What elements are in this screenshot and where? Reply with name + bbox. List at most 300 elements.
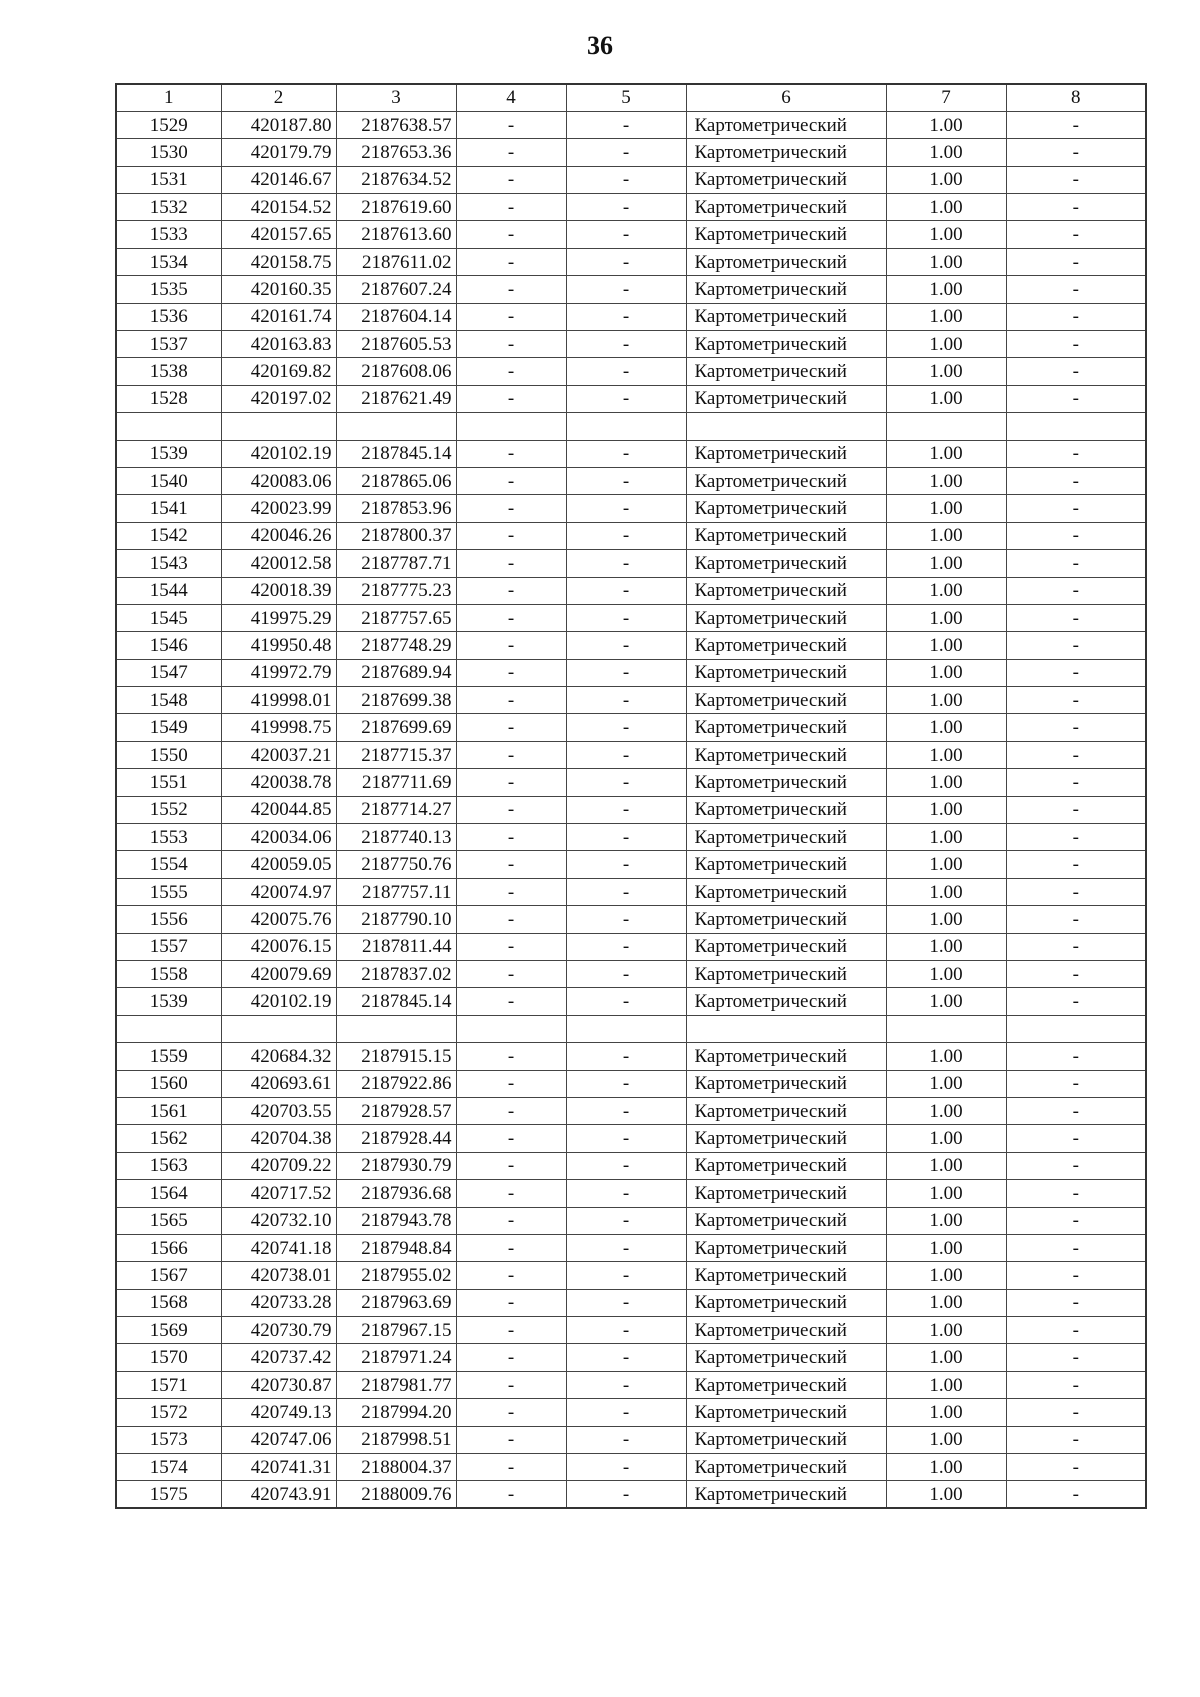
cell-y-coordinate: 2187790.10 [336,906,456,933]
table-row [116,659,1146,686]
cell-x-coordinate: 420044.85 [221,796,336,823]
cell-y-coordinate: 2187943.78 [336,1207,456,1234]
cell-col-8: - [1006,741,1146,768]
cell-col-4: - [456,604,566,631]
cell-col-4: - [456,1207,566,1234]
cell-point-number: 1538 [116,358,221,385]
cell-accuracy [886,413,1006,440]
cell-x-coordinate: 419972.79 [221,659,336,686]
cell-col-5: - [566,1125,686,1152]
cell-col-5: - [566,961,686,988]
cell-col-4: - [456,440,566,467]
cell-point-number: 1575 [116,1481,221,1508]
cell-x-coordinate: 420146.67 [221,166,336,193]
cell-col-4: - [456,1289,566,1316]
cell-y-coordinate: 2187787.71 [336,550,456,577]
cell-col-8: - [1006,933,1146,960]
cell-accuracy: 1.00 [886,796,1006,823]
cell-y-coordinate: 2187638.57 [336,111,456,138]
table-row [116,194,1146,221]
table-row [116,331,1146,358]
cell-col-5: - [566,1289,686,1316]
cell-y-coordinate: 2187699.69 [336,714,456,741]
cell-col-5 [566,1015,686,1042]
cell-accuracy: 1.00 [886,1207,1006,1234]
cell-point-number: 1571 [116,1371,221,1398]
table-row [116,851,1146,878]
cell-method: Картометрический [686,577,886,604]
cell-col-5: - [566,1234,686,1261]
cell-col-4: - [456,385,566,412]
column-header-3: 3 [336,84,456,111]
cell-x-coordinate: 420703.55 [221,1097,336,1124]
cell-col-5: - [566,933,686,960]
cell-x-coordinate: 420741.31 [221,1454,336,1481]
cell-method: Картометрический [686,111,886,138]
cell-accuracy: 1.00 [886,1481,1006,1508]
cell-point-number: 1560 [116,1070,221,1097]
cell-accuracy: 1.00 [886,878,1006,905]
cell-point-number: 1559 [116,1043,221,1070]
cell-method: Картометрический [686,1262,886,1289]
cell-method: Картометрический [686,796,886,823]
cell-method: Картометрический [686,331,886,358]
cell-x-coordinate: 420684.32 [221,1043,336,1070]
cell-col-8: - [1006,878,1146,905]
cell-col-8: - [1006,687,1146,714]
table-row [116,1481,1146,1508]
cell-accuracy: 1.00 [886,467,1006,494]
cell-accuracy: 1.00 [886,221,1006,248]
table-row [116,1262,1146,1289]
cell-x-coordinate: 420102.19 [221,440,336,467]
cell-col-8: - [1006,1371,1146,1398]
cell-accuracy: 1.00 [886,714,1006,741]
table-row [116,741,1146,768]
cell-col-4: - [456,659,566,686]
table-row [116,550,1146,577]
cell-y-coordinate: 2187613.60 [336,221,456,248]
cell-col-4: - [456,1125,566,1152]
cell-col-4: - [456,166,566,193]
table-row [116,139,1146,166]
cell-col-8 [1006,1015,1146,1042]
cell-accuracy: 1.00 [886,1371,1006,1398]
cell-method: Картометрический [686,1426,886,1453]
cell-point-number: 1546 [116,632,221,659]
cell-col-8: - [1006,824,1146,851]
cell-col-8: - [1006,1481,1146,1508]
cell-method: Картометрический [686,1125,886,1152]
table-row [116,1344,1146,1371]
cell-col-5: - [566,111,686,138]
cell-col-5: - [566,1344,686,1371]
cell-x-coordinate: 419998.01 [221,687,336,714]
cell-accuracy: 1.00 [886,194,1006,221]
cell-col-8: - [1006,550,1146,577]
cell-col-8: - [1006,467,1146,494]
cell-y-coordinate: 2187853.96 [336,495,456,522]
cell-accuracy: 1.00 [886,1152,1006,1179]
cell-y-coordinate: 2187865.06 [336,467,456,494]
cell-y-coordinate: 2187611.02 [336,248,456,275]
cell-col-8: - [1006,194,1146,221]
cell-method: Картометрический [686,358,886,385]
cell-method: Картометрический [686,632,886,659]
cell-accuracy: 1.00 [886,988,1006,1015]
cell-col-5: - [566,1399,686,1426]
column-header-5: 5 [566,84,686,111]
cell-method: Картометрический [686,604,886,631]
cell-col-4: - [456,1371,566,1398]
table-row [116,824,1146,851]
cell-y-coordinate: 2187607.24 [336,276,456,303]
cell-method: Картометрический [686,714,886,741]
cell-col-8: - [1006,1180,1146,1207]
cell-point-number: 1566 [116,1234,221,1261]
cell-accuracy: 1.00 [886,1070,1006,1097]
cell-col-8: - [1006,659,1146,686]
cell-col-5: - [566,194,686,221]
table-row [116,988,1146,1015]
cell-point-number: 1563 [116,1152,221,1179]
cell-accuracy: 1.00 [886,1289,1006,1316]
cell-col-5: - [566,851,686,878]
cell-x-coordinate: 420743.91 [221,1481,336,1508]
cell-accuracy: 1.00 [886,769,1006,796]
cell-point-number: 1554 [116,851,221,878]
table-row [116,796,1146,823]
cell-col-8: - [1006,166,1146,193]
cell-accuracy: 1.00 [886,604,1006,631]
cell-method: Картометрический [686,1399,886,1426]
cell-y-coordinate: 2187621.49 [336,385,456,412]
cell-accuracy: 1.00 [886,577,1006,604]
cell-col-4: - [456,522,566,549]
cell-col-4: - [456,769,566,796]
cell-col-5: - [566,604,686,631]
cell-accuracy: 1.00 [886,1097,1006,1124]
cell-method: Картометрический [686,687,886,714]
table-row [116,1454,1146,1481]
cell-accuracy: 1.00 [886,1426,1006,1453]
cell-point-number: 1551 [116,769,221,796]
cell-col-4: - [456,988,566,1015]
table-row [116,1097,1146,1124]
cell-accuracy: 1.00 [886,1262,1006,1289]
cell-method: Картометрический [686,221,886,248]
cell-col-8: - [1006,988,1146,1015]
cell-col-4: - [456,878,566,905]
cell-col-8: - [1006,851,1146,878]
cell-col-4: - [456,1234,566,1261]
cell-col-4: - [456,467,566,494]
cell-x-coordinate: 420197.02 [221,385,336,412]
cell-method: Картометрический [686,1152,886,1179]
cell-y-coordinate: 2187750.76 [336,851,456,878]
cell-col-4 [456,1015,566,1042]
cell-point-number: 1535 [116,276,221,303]
cell-y-coordinate: 2187699.38 [336,687,456,714]
cell-method: Картометрический [686,276,886,303]
cell-y-coordinate: 2187967.15 [336,1317,456,1344]
cell-point-number: 1572 [116,1399,221,1426]
cell-col-8: - [1006,1152,1146,1179]
cell-accuracy: 1.00 [886,248,1006,275]
cell-x-coordinate: 420154.52 [221,194,336,221]
cell-col-5: - [566,1180,686,1207]
cell-point-number: 1549 [116,714,221,741]
cell-accuracy: 1.00 [886,166,1006,193]
cell-col-8: - [1006,1317,1146,1344]
cell-col-5: - [566,1317,686,1344]
coordinates-table [115,83,1147,1509]
cell-y-coordinate: 2187971.24 [336,1344,456,1371]
cell-x-coordinate: 420158.75 [221,248,336,275]
cell-y-coordinate: 2187845.14 [336,440,456,467]
table-row [116,1207,1146,1234]
cell-col-8: - [1006,1262,1146,1289]
cell-method: Картометрический [686,467,886,494]
cell-y-coordinate: 2187619.60 [336,194,456,221]
cell-col-5: - [566,687,686,714]
cell-col-4: - [456,687,566,714]
cell-point-number: 1532 [116,194,221,221]
cell-point-number: 1569 [116,1317,221,1344]
cell-method: Картометрический [686,522,886,549]
table-row [116,577,1146,604]
cell-col-4: - [456,303,566,330]
cell-method: Картометрический [686,824,886,851]
table-row [116,495,1146,522]
cell-col-4: - [456,1426,566,1453]
cell-point-number: 1547 [116,659,221,686]
cell-col-4: - [456,495,566,522]
cell-accuracy: 1.00 [886,632,1006,659]
cell-method: Картометрический [686,961,886,988]
cell-col-8: - [1006,1399,1146,1426]
cell-x-coordinate: 420738.01 [221,1262,336,1289]
column-header-8: 8 [1006,84,1146,111]
cell-col-5: - [566,878,686,905]
cell-point-number: 1573 [116,1426,221,1453]
cell-method: Картометрический [686,1371,886,1398]
cell-col-4: - [456,331,566,358]
cell-col-5: - [566,769,686,796]
cell-col-8: - [1006,604,1146,631]
cell-col-5: - [566,1152,686,1179]
table-row [116,906,1146,933]
cell-x-coordinate: 420717.52 [221,1180,336,1207]
table-body [116,111,1146,1508]
cell-method: Картометрический [686,194,886,221]
cell-accuracy: 1.00 [886,1399,1006,1426]
cell-point-number: 1555 [116,878,221,905]
cell-col-5: - [566,331,686,358]
cell-method: Картометрический [686,1207,886,1234]
cell-col-5: - [566,796,686,823]
cell-col-5: - [566,906,686,933]
table-row [116,276,1146,303]
cell-y-coordinate: 2187757.11 [336,878,456,905]
cell-y-coordinate: 2187955.02 [336,1262,456,1289]
cell-method: Картометрический [686,1289,886,1316]
cell-col-8: - [1006,221,1146,248]
table-row [116,303,1146,330]
cell-point-number: 1533 [116,221,221,248]
table-row [116,1234,1146,1261]
table-row [116,687,1146,714]
cell-method: Картометрический [686,495,886,522]
cell-col-8: - [1006,276,1146,303]
table-row [116,221,1146,248]
cell-accuracy: 1.00 [886,276,1006,303]
cell-accuracy: 1.00 [886,331,1006,358]
table-row [116,878,1146,905]
table-row [116,1070,1146,1097]
cell-accuracy: 1.00 [886,385,1006,412]
cell-x-coordinate: 420034.06 [221,824,336,851]
cell-accuracy: 1.00 [886,851,1006,878]
cell-accuracy: 1.00 [886,550,1006,577]
table-row [116,1043,1146,1070]
cell-y-coordinate: 2187715.37 [336,741,456,768]
cell-accuracy: 1.00 [886,1180,1006,1207]
table-row [116,961,1146,988]
cell-col-5: - [566,741,686,768]
cell-col-8: - [1006,714,1146,741]
cell-y-coordinate: 2187948.84 [336,1234,456,1261]
cell-col-4: - [456,1399,566,1426]
cell-col-4: - [456,248,566,275]
cell-x-coordinate: 420709.22 [221,1152,336,1179]
cell-col-8: - [1006,577,1146,604]
cell-col-5 [566,413,686,440]
cell-col-8: - [1006,1070,1146,1097]
cell-y-coordinate: 2187922.86 [336,1070,456,1097]
cell-col-4 [456,413,566,440]
cell-point-number: 1558 [116,961,221,988]
cell-y-coordinate: 2187845.14 [336,988,456,1015]
cell-point-number: 1530 [116,139,221,166]
column-header-6: 6 [686,84,886,111]
cell-x-coordinate: 420018.39 [221,577,336,604]
cell-x-coordinate: 420059.05 [221,851,336,878]
cell-point-number: 1534 [116,248,221,275]
cell-col-4: - [456,1454,566,1481]
cell-point-number: 1542 [116,522,221,549]
table-separator-row [116,1015,1146,1042]
cell-col-5: - [566,659,686,686]
cell-accuracy: 1.00 [886,824,1006,851]
cell-x-coordinate: 420023.99 [221,495,336,522]
cell-col-5: - [566,1070,686,1097]
table-separator-row [116,413,1146,440]
cell-col-4: - [456,851,566,878]
cell-method: Картометрический [686,248,886,275]
cell-method: Картометрический [686,550,886,577]
cell-x-coordinate [221,413,336,440]
cell-x-coordinate: 420012.58 [221,550,336,577]
cell-method: Картометрический [686,166,886,193]
cell-col-8: - [1006,522,1146,549]
cell-method [686,1015,886,1042]
cell-y-coordinate: 2187775.23 [336,577,456,604]
cell-x-coordinate: 419975.29 [221,604,336,631]
cell-y-coordinate: 2187994.20 [336,1399,456,1426]
cell-col-8: - [1006,1426,1146,1453]
cell-accuracy: 1.00 [886,440,1006,467]
cell-x-coordinate: 420079.69 [221,961,336,988]
cell-x-coordinate: 420169.82 [221,358,336,385]
cell-col-8: - [1006,1454,1146,1481]
cell-col-8: - [1006,1207,1146,1234]
table-row [116,769,1146,796]
cell-col-5: - [566,1262,686,1289]
cell-col-5: - [566,1207,686,1234]
cell-col-8: - [1006,385,1146,412]
cell-x-coordinate: 420160.35 [221,276,336,303]
table-row [116,1125,1146,1152]
cell-col-4: - [456,1262,566,1289]
cell-point-number: 1567 [116,1262,221,1289]
cell-y-coordinate: 2187928.57 [336,1097,456,1124]
cell-col-8: - [1006,440,1146,467]
cell-accuracy: 1.00 [886,1125,1006,1152]
cell-col-8 [1006,413,1146,440]
cell-col-5: - [566,166,686,193]
cell-method: Картометрический [686,1317,886,1344]
cell-accuracy: 1.00 [886,522,1006,549]
cell-x-coordinate: 420737.42 [221,1344,336,1371]
cell-col-8: - [1006,769,1146,796]
cell-col-4: - [456,1097,566,1124]
cell-col-8: - [1006,906,1146,933]
cell-method: Картометрический [686,1234,886,1261]
cell-x-coordinate: 420075.76 [221,906,336,933]
cell-accuracy: 1.00 [886,1344,1006,1371]
table-header-row [116,84,1146,111]
table-row [116,248,1146,275]
cell-method: Картометрический [686,1481,886,1508]
cell-col-5: - [566,358,686,385]
cell-method: Картометрический [686,741,886,768]
cell-y-coordinate: 2187653.36 [336,139,456,166]
cell-col-8: - [1006,139,1146,166]
cell-col-4: - [456,139,566,166]
cell-col-4: - [456,1180,566,1207]
cell-y-coordinate: 2187604.14 [336,303,456,330]
cell-point-number: 1539 [116,440,221,467]
cell-method: Картометрический [686,1454,886,1481]
cell-accuracy: 1.00 [886,1043,1006,1070]
cell-x-coordinate: 420038.78 [221,769,336,796]
table-row [116,714,1146,741]
cell-col-5: - [566,824,686,851]
table-row [116,1317,1146,1344]
column-header-4: 4 [456,84,566,111]
cell-point-number: 1541 [116,495,221,522]
cell-x-coordinate: 420076.15 [221,933,336,960]
cell-col-5: - [566,577,686,604]
cell-point-number: 1528 [116,385,221,412]
cell-col-8: - [1006,303,1146,330]
cell-method: Картометрический [686,851,886,878]
table-row [116,467,1146,494]
table-row [116,522,1146,549]
column-header-2: 2 [221,84,336,111]
cell-method: Картометрический [686,1344,886,1371]
